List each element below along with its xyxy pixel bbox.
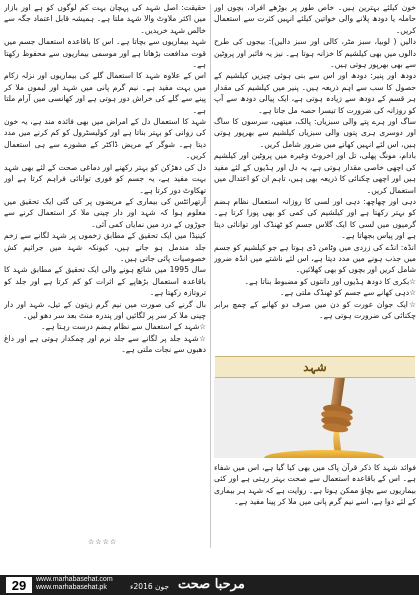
paragraph: دل کی دھڑکن کو بہتر رکھنے اور دماغی صحت کے لئے بھی شہد بہت مفید ہے، یہ جسم کو فوری توانائی فراہم کرتا ہے اور تھکاوٹ دور کرتا ہے۔ xyxy=(4,162,206,195)
paragraph: فوائد شہد کا ذکر قرآن پاک میں بھی کیا گیا ہے، اس میں شفاء ہے۔ اس کے باقاعدہ استعمال سے صحت بہتر رہتی ہے اور کئی بیماریوں سے بچاؤ ممکن ہوتا ہے۔ روایت ہے کہ شہد ہر بیماری کے لئے دوا ہے، اسے نیم گرم پانی میں ملا کر پینا مفید ہے۔ xyxy=(214,463,416,507)
paragraph: سال 1995 میں شائع ہونے والی ایک تحقیق کے مطابق شہد کا باقاعدہ استعمال بڑھاپے کے اثرات کو کم کرتا ہے اور جلد کو تروتازہ رکھتا ہے۔ xyxy=(4,265,206,298)
column-divider xyxy=(210,4,211,548)
paragraph: آرتھرائٹس کی بیماری کے مریضوں پر کی گئی ایک تحقیق میں معلوم ہوا کہ شہد اور دار چینی ملا کر استعمال کرنے سے جوڑوں کے درد میں نمایاں کمی آئی۔ xyxy=(4,196,206,229)
page-footer xyxy=(0,550,419,595)
honey-dipper-image xyxy=(214,378,416,458)
bullet-item: ☆شہد جلد پر لگانے سے جلد نرم اور چمکدار ہوتی ہے اور داغ دھبوں سے نجات ملتی ہے۔ xyxy=(4,333,206,355)
paragraph: بادام، مونگ پھلی، تل اور اخروٹ وغیرہ میں پروٹین اور کیلشیم کی اچھی خاصی مقدار ہوتی ہے، یہ دل اور ہڈیوں کے لئے مفید ہیں اور اچھی چکنائی کا ذریعہ بھی ہیں، تاہم ان کو اعتدال میں استعمال کریں۔ xyxy=(214,151,416,195)
paragraph: انڈہ: انڈے کی زردی میں وٹامن ڈی ہوتا ہے جو کیلشیم کو جسم میں جذب ہونے میں مدد دیتا ہے، اس لئے ناشتے میں انڈہ ضرور شامل کریں اور بچوں کو بھی کھلائیں۔ xyxy=(214,242,416,275)
paragraph: دودھ اور پنیر: دودھ اور اس سے بنی ہوئی چیزیں کیلشیم کے حصول کا سب سے اہم ذریعہ ہیں۔ پنیر میں کیلشیم کی مقدار ہر قسم کے دودھ سے زیادہ ہوتی ہے، ایک پیالی دودھ سے آپ کو روزانہ کی ضرورت کا تیسرا حصہ مل جاتا ہے۔ xyxy=(214,71,416,115)
magazine-logo: مرحبا صحت xyxy=(178,577,245,592)
website-links[interactable] xyxy=(36,576,113,592)
paragraph: خون کیلئے بہترین ہیں۔ خاص طور پر بوڑھے افراد، بچوں اور حاملہ یا دودھ پلانے والی خواتین کیلئے انہیں کثرت سے استعمال کریں۔ xyxy=(214,3,416,35)
website-link[interactable]: www.marhabasehat.com xyxy=(36,576,113,583)
paragraph: اس کے علاوہ شہد کا استعمال گلے کی بیماریوں اور نزلہ زکام میں بہت مفید ہے۔ نیم گرم پانی میں شہد اور لیموں ملا کر پینے سے گلے کی خراش دور ہوتی ہے اور کھانسی میں آرام ملتا ہے۔ xyxy=(4,71,206,115)
stars-separator: ☆☆☆☆ xyxy=(88,538,118,546)
honey-dipper-illustration xyxy=(214,378,416,458)
bullet-item: ☆شہد کے استعمال سے نظام ہضم درست رہتا ہے۔ xyxy=(41,322,206,332)
section-title: شہد xyxy=(303,360,327,374)
issue-date: جون 2016ء xyxy=(130,582,170,591)
paragraph: حقیقت: اصل شہد کی پہچان بہت کم لوگوں کو ہے اور بازار میں اکثر ملاوٹ والا شہد ملتا ہے۔ ہمیشہ قابل اعتماد جگہ سے خالص شہد خریدیں۔ xyxy=(4,3,206,35)
page-number: 29 xyxy=(6,577,32,593)
paragraph: کینیڈا میں ایک تحقیق کے مطابق زخموں پر شہد لگانے سے زخم جلد مندمل ہو جاتے ہیں، کیونکہ شہد میں جراثیم کش خصوصیات پائی جاتی ہیں۔ xyxy=(4,231,206,263)
bullet-item: ☆دہی کھانے سے جسم کو ٹھنڈک ملتی ہے۔ xyxy=(280,288,416,298)
section-header xyxy=(215,356,415,378)
paragraph: دالیں ( لوبیا، سبز مٹر، کالی اور سبز دالیں): بیجوں کی طرح دالوں میں بھی کیلشیم کا خزانہ ہوتا ہے۔ نیز یہ فائبر اور پروٹین سے بھی بھرپور ہوتی ہیں۔ xyxy=(214,37,416,70)
honey-intro xyxy=(214,462,416,546)
bullet-item: ☆ایک جوان عورت کو دن میں صرف دو کھانے کے چمچ برابر چکنائی کی ضرورت ہوتی ہے۔ xyxy=(214,299,416,320)
footer-bar xyxy=(0,575,419,595)
paragraph: شہد کا استعمال دل کے امراض میں بھی فائدہ مند ہے، یہ خون کی روانی کو بہتر بناتا ہے اور کولیسٹرول کو کم کرنے میں مدد دیتا ہے۔ شوگر کے مریض ڈاکٹر کے مشورے سے ہی استعمال کریں۔ xyxy=(4,117,206,161)
website-link[interactable]: www.marhabasehat.pk xyxy=(36,584,107,591)
paragraph: شہد بیماریوں سے بچاتا ہے۔ اس کا باقاعدہ استعمال جسم میں قوت مدافعت بڑھاتا ہے اور موسمی بیماریوں سے محفوظ رکھتا ہے۔ xyxy=(4,37,206,70)
paragraph: ساگ اور ہرے پتے والی سبزیاں: پالک، میتھی، سرسوں کا ساگ اور دوسری ہری پتوں والی سبزیاں کیلشیم سے بھرپور ہوتی ہیں، اس لئے انہیں کھانے میں ضرور شامل کریں۔ xyxy=(214,117,416,149)
left-column xyxy=(4,2,206,534)
bullet-item: ☆بکری کا دودھ ہڈیوں اور دانتوں کو مضبوط بناتا ہے۔ xyxy=(244,276,416,286)
paragraph: دہی اور چھاچھ: دہی اور لسی کا روزانہ استعمال نظام ہضم کو بہتر رکھتا ہے اور کیلشیم کی کمی کو بھی پورا کرتا ہے۔ گرمیوں میں لسی کا ایک گلاس جسم کو ٹھنڈک اور توانائی دیتا ہے اور پیاس بجھاتا ہے۔ xyxy=(214,196,416,241)
right-column xyxy=(214,2,416,354)
paragraph: بال گرنے کی صورت میں نیم گرم زیتون کے تیل، شہد اور دار چینی ملا کر سر پر لگائیں اور پندرہ منٹ بعد سر دھو لیں۔ xyxy=(4,299,206,320)
